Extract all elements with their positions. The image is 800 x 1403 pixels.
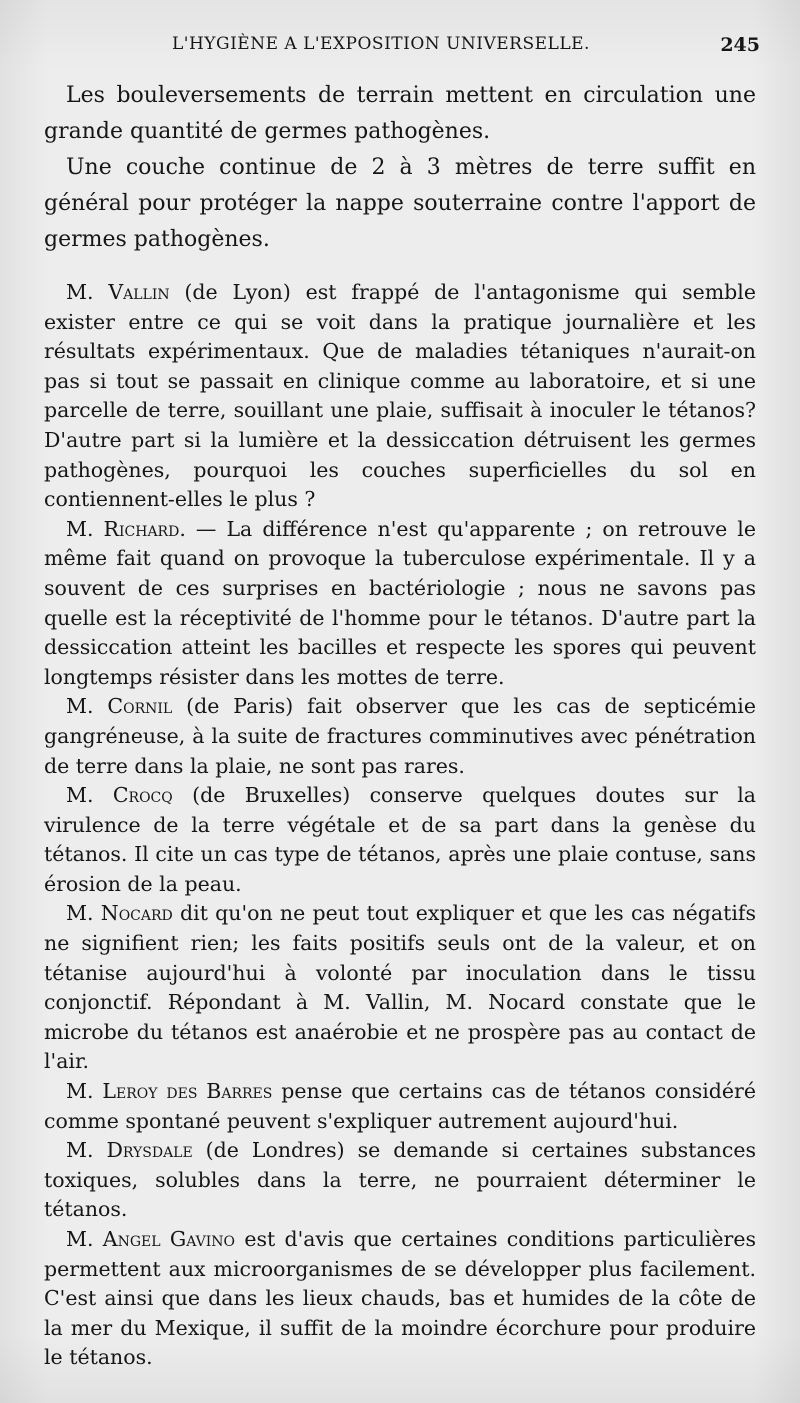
speaker-name: M. Angel Gavino [66,1227,236,1251]
speaker-name: M. Richard. [66,516,186,541]
intervention-paragraph [44,692,756,781]
paragraph-text: est d'avis que certaines conditions particulières permettent aux microorganismes de se développer plus facilement. C'est ainsi que dans les lieux chauds, bas et humides de la côte de la mer du Mexique, il suffit de la moindre écorchure pour produire le tétanos. [44,1227,756,1370]
paragraph-text: (de Londres) se demande si certaines substances toxiques, solubles dans la terre, ne pourraient déterminer le tétanos. [44,1138,756,1222]
intervention-paragraph [44,1136,756,1225]
intervention-paragraph [44,781,756,899]
paragraph-text: (de Bruxelles) conserve quelques doutes sur la virulence de la terre végétale et de sa part dans la genèse du tétanos. Il cite un cas type de tétanos, après une plaie contuse, sans érosion de la peau. [44,783,756,896]
paragraph-text: pense que certains cas de tétanos considéré comme spontané peuvent s'expliquer autrement aujourd'hui. [44,1079,756,1133]
paragraph-text: Les bouleversements de terrain mettent en circulation une grande quantité de germes pathogènes. [44,83,756,144]
speaker-name: M. Vallin [66,280,170,304]
intervention-paragraph [44,899,756,1077]
running-title: L'HYGIÈNE A L'EXPOSITION UNIVERSELLE. [172,34,590,54]
running-header [60,34,760,64]
speaker-name: M. Crocq [66,783,173,808]
paragraph-text: — La différence n'est qu'apparente ; on retrouve le même fait quand on provoque la tuberculose expérimentale. Il y a souvent de ces surprises en bactériologie ; nous ne savons pas quelle est la réceptivité de l'homme pour le tétanos. D'autre part la dessiccation atteint les bacilles et respecte les spores qui peuvent longtemps résister dans les mottes de terre. [44,516,756,689]
paragraph [44,150,756,258]
intervention-paragraph [44,515,756,693]
intervention-paragraph [44,1225,756,1373]
paragraph [44,78,756,150]
intervention-paragraph [44,1077,756,1136]
page-number: 245 [720,34,760,56]
paragraph-text: dit qu'on ne peut tout expliquer et que les cas négatifs ne signifient rien; les faits positifs seuls ont de la valeur, et on tétanise aujourd'hui à volonté par inoculation dans le tissu conjonctif. Répondant à M. Vallin, M. Nocard constate que le microbe du tétanos est anaérobie et ne prospère pas au contact de l'air. [44,901,756,1074]
speaker-name: M. Cornil [66,694,173,719]
speaker-name: M. Nocard [66,901,173,926]
speaker-name: M. Leroy des Barres [66,1079,273,1104]
paragraph-gap [44,258,756,278]
speaker-name: M. Drysdale [66,1138,193,1163]
paragraph-text: (de Paris) fait observer que les cas de septicémie gangréneuse, à la suite de fractures comminutives avec pénétration de terre dans la plaie, ne sont pas rares. [44,694,756,778]
body-text [44,78,756,1373]
paragraph-text: Une couche continue de 2 à 3 mètres de terre suffit en général pour protéger la nappe souterraine contre l'apport de germes pathogènes. [44,155,756,252]
paragraph-text: (de Lyon) est frappé de l'antagonisme qui semble exister entre ce qui se voit dans la pratique journalière et les résultats expérimentaux. Que de maladies tétaniques n'aurait-on pas si tout se passait en clinique comme au laboratoire, et si une parcelle de terre, souillant une plaie, suffisait à inoculer le tétanos? D'autre part si la lumière et la dessiccation détruisent les germes pathogènes, pourquoi les couches superficielles du sol en contiennent-elles le plus ? [44,280,756,512]
intervention-paragraph [44,278,756,515]
